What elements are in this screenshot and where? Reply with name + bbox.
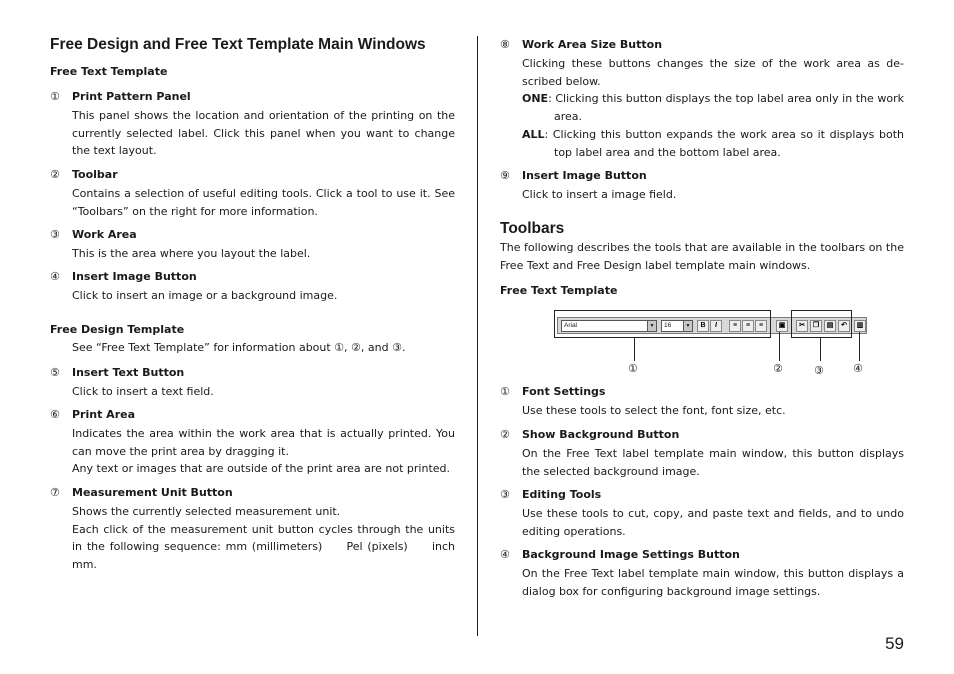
callout-number: ① <box>628 362 638 375</box>
item-number: ③ <box>500 488 510 501</box>
align-center-icon: ≡ <box>742 320 754 332</box>
item-title: Insert Text Button <box>72 366 185 379</box>
item-number: ② <box>500 428 510 441</box>
callout-line <box>779 332 780 361</box>
definition-all: ALL: Clicking this button expands the work area so it displays both top label area and the bottom label area. <box>522 127 904 159</box>
callout-line <box>634 337 635 361</box>
item-body: Contains a selection of useful editing tools. Click a tool to use it. See “Toolbars” on the right for more information. <box>72 187 455 218</box>
item-title: Show Background Button <box>522 428 680 441</box>
item-title: Insert Image Button <box>522 169 647 182</box>
column-divider <box>477 36 478 636</box>
callout-number: ② <box>773 362 783 375</box>
item-body: This panel shows the location and orientation of the printing on the currently selected label. Click this panel when you want to change the text layout. <box>72 109 455 158</box>
list-item <box>50 228 455 264</box>
item-title: Toolbar <box>72 168 118 181</box>
align-left-icon: ≡ <box>729 320 741 332</box>
list-item <box>50 366 455 402</box>
paste-icon: ▤ <box>824 320 836 332</box>
callout-box-font-settings <box>554 310 771 338</box>
list-item <box>50 270 455 306</box>
background-settings-icon: ▥ <box>854 320 866 332</box>
copy-icon: ❐ <box>810 320 822 332</box>
item-number: ⑥ <box>50 408 60 421</box>
item-number: ② <box>50 168 60 181</box>
font-select: Arial ▼ <box>561 320 657 332</box>
item-title: Print Area <box>72 408 135 421</box>
item-body: On the Free Text label template main window, this button displays the selected background image. <box>522 447 904 478</box>
list-item <box>50 486 459 576</box>
item-body: This is the area where you layout the label. <box>72 247 311 260</box>
italic-icon: I <box>710 320 722 332</box>
chevron-down-icon: ▼ <box>683 321 692 331</box>
item-title: Background Image Settings Button <box>522 548 740 561</box>
item-title: Print Pattern Panel <box>72 90 191 103</box>
subheading-free-text: Free Text Template <box>50 65 168 78</box>
chevron-down-icon: ▼ <box>647 321 656 331</box>
item-number: ③ <box>50 228 60 241</box>
item-title: Work Area <box>72 228 137 241</box>
item-title: Font Settings <box>522 385 606 398</box>
item-body: Shows the currently selected measurement unit. Each click of the measurement unit button cycles through the units in the following sequence: mm (millimeters) Pel (pixels) inch mm. <box>72 505 459 572</box>
item-number: ⑨ <box>500 169 510 182</box>
item-title: Insert Image Button <box>72 270 197 283</box>
item-title: Editing Tools <box>522 488 602 501</box>
left-column <box>50 0 459 674</box>
item-number: ① <box>500 385 510 398</box>
list-item <box>500 548 904 602</box>
item-body: Use these tools to cut, copy, and paste text and fields, and to undo editing operations. <box>522 507 904 538</box>
align-right-icon: ≡ <box>755 320 767 332</box>
item-body: Use these tools to select the font, font size, etc. <box>522 404 786 417</box>
definition-one: ONE: Clicking this button displays the top label area only in the work area. <box>522 92 904 124</box>
item-body: Click to insert an image or a background image. <box>72 289 338 302</box>
item-number: ④ <box>500 548 510 561</box>
callout-box-editing-tools <box>791 310 852 338</box>
item-number: ⑦ <box>50 486 60 499</box>
subheading-free-design: Free Design Template <box>50 323 185 336</box>
list-item <box>50 408 455 480</box>
list-item <box>50 168 455 220</box>
item-number: ① <box>50 90 60 103</box>
list-item <box>50 90 455 160</box>
subheading-toolbar-free-text: Free Text Template <box>500 284 618 297</box>
page-heading: Free Design and Free Text Template Main Windows <box>50 36 426 53</box>
item-body: Click to insert a text field. <box>72 385 214 398</box>
list-item <box>500 428 904 482</box>
toolbars-heading: Toolbars <box>500 220 565 237</box>
toolbars-intro: The following describes the tools that are available in the toolbars on the Free Text and Free Design label template main windows. <box>500 241 904 272</box>
item-number: ⑧ <box>500 38 510 51</box>
page-number: 59 <box>885 634 904 653</box>
list-item <box>500 169 904 205</box>
item-body: On the Free Text label template main window, this button displays a dialog box for configuring background image settings. <box>522 567 904 598</box>
cut-icon: ✂ <box>796 320 808 332</box>
item-body: Click to insert a image field. <box>522 188 677 201</box>
free-design-note: See “Free Text Template” for information about ①, ②, and ③. <box>72 341 406 354</box>
item-number: ④ <box>50 270 60 283</box>
item-title: Work Area Size Button <box>522 38 663 51</box>
list-item <box>500 385 904 421</box>
item-body: Indicates the area within the work area that is actually printed. You can move the print area by dragging it. Any text or images that are outside of the print area are not printed. <box>72 427 455 476</box>
font-size-select: 16 ▼ <box>661 320 693 332</box>
undo-icon: ↶ <box>838 320 850 332</box>
background-icon: ▣ <box>776 320 788 332</box>
callout-line <box>859 332 860 361</box>
item-title: Measurement Unit Button <box>72 486 233 499</box>
callout-number: ④ <box>853 362 863 375</box>
item-body: Clicking these buttons changes the size of the work area as de-scribed below. ONE: Clicking this button displays the top label area only in the work area. ALL: Clicking this button expands the work area so it displays both top label area and the bottom label area. <box>522 55 904 161</box>
item-number: ⑤ <box>50 366 60 379</box>
list-item <box>500 38 904 163</box>
toolbar-illustration <box>553 308 873 378</box>
bold-icon: B <box>697 320 709 332</box>
callout-number: ③ <box>814 364 824 377</box>
list-item <box>500 488 904 542</box>
callout-line <box>820 337 821 361</box>
